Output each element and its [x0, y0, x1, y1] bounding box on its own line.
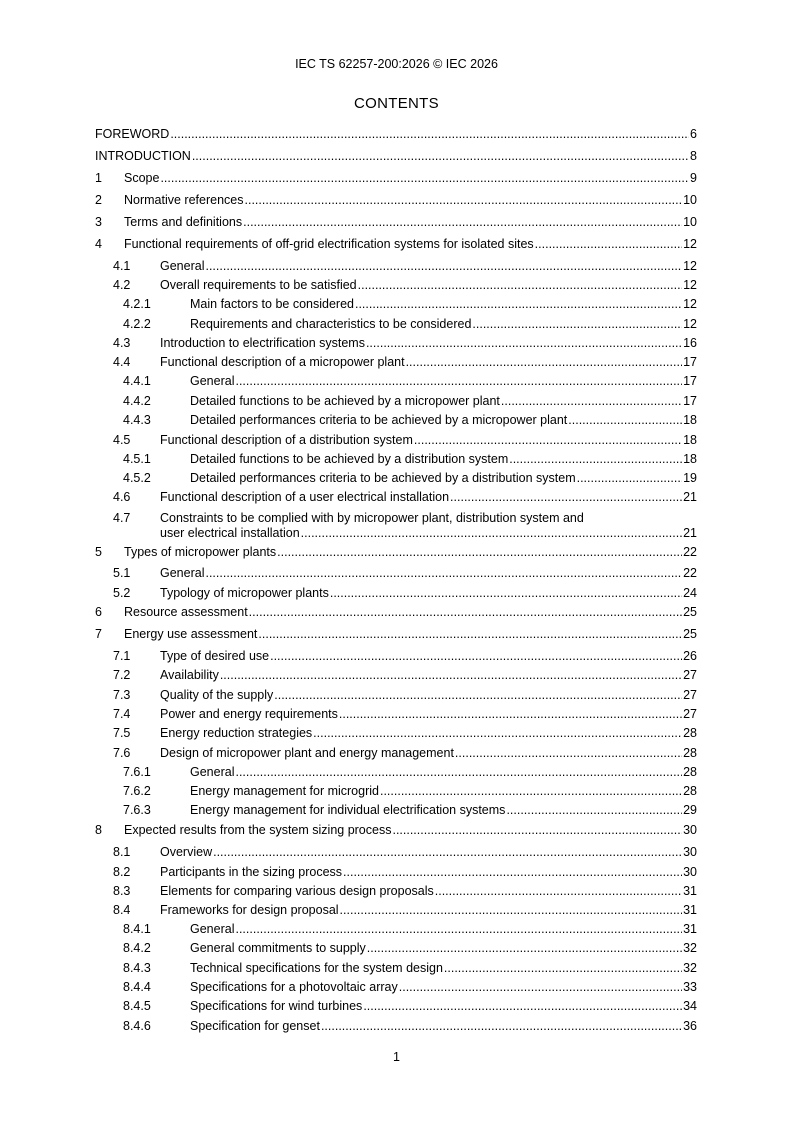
toc-entry-page: 30 — [683, 823, 697, 837]
toc-entry-page: 18 — [683, 433, 697, 447]
dot-leader — [339, 706, 682, 722]
toc-entry[interactable] — [0, 148, 793, 164]
dot-leader — [343, 864, 682, 880]
toc-entry-number: 7.6.1 — [123, 765, 151, 779]
dot-leader — [435, 883, 682, 899]
toc-entry-number: 7.6.2 — [123, 784, 151, 798]
toc-entry-number: 4.5 — [113, 433, 131, 447]
dot-leader — [220, 667, 682, 683]
dot-leader — [355, 296, 682, 312]
toc-entry[interactable] — [0, 648, 793, 664]
toc-entry-title: Detailed performances criteria to be achieved by a micropower plant — [190, 413, 568, 427]
toc-entry-number: 8.4.3 — [123, 961, 151, 975]
toc-entry-page: 27 — [683, 707, 697, 721]
toc-entry[interactable] — [0, 126, 793, 142]
dot-leader — [301, 525, 682, 541]
page-header: IEC TS 62257-200:2026 © IEC 2026 — [295, 57, 498, 71]
dot-leader — [235, 764, 682, 780]
toc-entry-title: Elements for comparing various design proposals — [160, 884, 434, 898]
toc-entry-page: 17 — [683, 374, 697, 388]
dot-leader — [535, 236, 682, 252]
toc-entry-title: Expected results from the system sizing process — [124, 823, 392, 837]
toc-entry-title: Functional description of a micropower plant — [160, 355, 405, 369]
toc-entry-number: 8.4.2 — [123, 941, 151, 955]
toc-entry-title-continued: user electrical installation — [160, 526, 300, 540]
toc-entry[interactable] — [0, 960, 793, 976]
toc-entry-number: 4.4.2 — [123, 394, 151, 408]
toc-entry-title: General — [190, 922, 235, 936]
toc-entry-number: 8.4.5 — [123, 999, 151, 1013]
toc-entry-number: 7.2 — [113, 668, 131, 682]
toc-entry-title: Energy use assessment — [124, 627, 258, 641]
toc-entry[interactable] — [0, 373, 793, 389]
toc-entry-title: Terms and definitions — [124, 215, 243, 229]
toc-entry-title: Main factors to be considered — [190, 297, 354, 311]
toc-entry-page: 36 — [683, 1019, 697, 1033]
toc-entry-page: 24 — [683, 586, 697, 600]
toc-entry-title: General — [160, 259, 205, 273]
toc-entry-title: INTRODUCTION — [95, 149, 191, 163]
dot-leader — [313, 725, 682, 741]
toc-entry-page: 12 — [683, 237, 697, 251]
dot-leader — [321, 1018, 682, 1034]
toc-entry-title: Scope — [124, 171, 160, 185]
toc-entry-page: 17 — [683, 394, 697, 408]
dot-leader — [235, 373, 682, 389]
toc-entry-page: 32 — [683, 961, 697, 975]
dot-leader — [277, 544, 682, 560]
toc-entry-page: 25 — [683, 627, 697, 641]
dot-leader — [399, 979, 682, 995]
toc-entry-page: 22 — [683, 545, 697, 559]
toc-entry-number: 5.1 — [113, 566, 131, 580]
toc-entry-page: 26 — [683, 649, 697, 663]
dot-leader — [568, 412, 682, 428]
toc-entry-title: Overview — [160, 845, 213, 859]
toc-entry-number: 6 — [95, 605, 102, 619]
toc-entry[interactable] — [0, 489, 793, 505]
toc-entry[interactable] — [0, 565, 793, 581]
toc-entry[interactable] — [0, 998, 793, 1014]
dot-leader — [213, 844, 682, 860]
toc-entry-number: 4.4 — [113, 355, 131, 369]
toc-entry-number: 8 — [95, 823, 102, 837]
toc-entry-title: Technical specifications for the system design — [190, 961, 443, 975]
toc-entry[interactable] — [0, 706, 793, 722]
toc-entry[interactable] — [0, 745, 793, 761]
toc-entry-page: 22 — [683, 566, 697, 580]
toc-entry[interactable] — [0, 236, 793, 252]
dot-leader — [577, 470, 682, 486]
toc-entry-page: 28 — [683, 784, 697, 798]
toc-entry-page: 12 — [683, 297, 697, 311]
toc-entry[interactable] — [0, 277, 793, 293]
toc-entry-title: Availability — [160, 668, 219, 682]
toc-entry[interactable] — [0, 626, 793, 642]
toc-entry-title: Requirements and characteristics to be considered — [190, 317, 472, 331]
toc-entry-title: Type of desired use — [160, 649, 270, 663]
toc-entry[interactable] — [0, 354, 793, 370]
toc-entry-title: Energy management for individual electrification systems — [190, 803, 506, 817]
toc-entry-page: 32 — [683, 941, 697, 955]
toc-entry-page: 6 — [690, 127, 697, 141]
toc-entry-title: Constraints to be complied with by micropower plant, distribution system and — [160, 511, 584, 525]
dot-leader — [406, 354, 683, 370]
dot-leader — [472, 316, 682, 332]
toc-entry-page: 12 — [683, 278, 697, 292]
toc-entry[interactable] — [0, 764, 793, 780]
toc-entry[interactable] — [0, 335, 793, 351]
toc-entry-number: 7.6 — [113, 746, 131, 760]
dot-leader — [509, 451, 682, 467]
toc-entry-page: 8 — [690, 149, 697, 163]
toc-entry-title: Normative references — [124, 193, 244, 207]
toc-entry-title: FOREWORD — [95, 127, 170, 141]
toc-entry[interactable] — [0, 979, 793, 995]
toc-entry-page: 27 — [683, 688, 697, 702]
toc-entry-number: 7.4 — [113, 707, 131, 721]
dot-leader — [444, 960, 682, 976]
toc-entry-title: Energy reduction strategies — [160, 726, 313, 740]
toc-entry-number: 7 — [95, 627, 102, 641]
toc-entry[interactable] — [0, 214, 793, 230]
toc-entry-page: 28 — [683, 746, 697, 760]
toc-entry[interactable] — [0, 258, 793, 274]
dot-leader — [170, 126, 689, 142]
dot-leader — [274, 687, 682, 703]
toc-entry-title: Types of micropower plants — [124, 545, 277, 559]
toc-entry[interactable] — [0, 822, 793, 838]
toc-entry-title: Power and energy requirements — [160, 707, 338, 721]
dot-leader — [205, 258, 682, 274]
toc-entry[interactable] — [0, 393, 793, 409]
toc-entry-number: 4.7 — [113, 511, 131, 525]
toc-entry-title: Resource assessment — [124, 605, 248, 619]
toc-entry-page: 30 — [683, 865, 697, 879]
toc-entry-number: 3 — [95, 215, 102, 229]
toc-entry-number: 8.1 — [113, 845, 131, 859]
toc-entry[interactable] — [0, 412, 793, 428]
toc-entry[interactable] — [0, 667, 793, 683]
dot-leader — [160, 170, 689, 186]
toc-entry[interactable] — [0, 192, 793, 208]
toc-entry-title: General — [160, 566, 205, 580]
toc-entry-title: Functional requirements of off-grid electrification systems for isolated sites — [124, 237, 534, 251]
toc-entry[interactable] — [0, 585, 793, 601]
dot-leader — [235, 921, 682, 937]
toc-entry-title: Detailed performances criteria to be achieved by a distribution system — [190, 471, 576, 485]
toc-entry-number: 4.5.1 — [123, 452, 151, 466]
dot-leader — [506, 802, 682, 818]
toc-entry-number: 7.6.3 — [123, 803, 151, 817]
toc-entry-number: 4.3 — [113, 336, 131, 350]
toc-entry-page: 31 — [683, 884, 697, 898]
dot-leader — [501, 393, 682, 409]
dot-leader — [392, 822, 682, 838]
toc-entry-title: Typology of micropower plants — [160, 586, 329, 600]
toc-entry[interactable] — [0, 940, 793, 956]
toc-entry-number: 8.2 — [113, 865, 131, 879]
dot-leader — [367, 940, 682, 956]
toc-entry-number: 4.5.2 — [123, 471, 151, 485]
toc-entry-title: Overall requirements to be satisfied — [160, 278, 357, 292]
toc-entry[interactable] — [0, 802, 793, 818]
dot-leader — [450, 489, 682, 505]
toc-entry-number: 8.4.4 — [123, 980, 151, 994]
toc-entry-page: 34 — [683, 999, 697, 1013]
dot-leader — [270, 648, 682, 664]
dot-leader — [205, 565, 682, 581]
toc-entry-number: 7.3 — [113, 688, 131, 702]
toc-entry[interactable] — [0, 783, 793, 799]
dot-leader — [340, 902, 683, 918]
dot-leader — [243, 214, 682, 230]
toc-entry-title: General — [190, 765, 235, 779]
toc-entry-page: 21 — [683, 490, 697, 504]
page-title: CONTENTS — [354, 95, 439, 112]
dot-leader — [249, 604, 682, 620]
toc-entry-page: 9 — [690, 171, 697, 185]
toc-entry-page: 28 — [683, 726, 697, 740]
toc-entry-number: 4.6 — [113, 490, 131, 504]
toc-entry-page: 12 — [683, 317, 697, 331]
toc-entry-page: 33 — [683, 980, 697, 994]
toc-entry-page: 30 — [683, 845, 697, 859]
toc-entry[interactable] — [0, 296, 793, 312]
toc-entry-number: 8.4.1 — [123, 922, 151, 936]
toc-entry-page: 18 — [683, 452, 697, 466]
toc-entry-page: 27 — [683, 668, 697, 682]
toc-entry-page: 21 — [683, 526, 697, 540]
toc-entry-number: 4.1 — [113, 259, 131, 273]
page-number: 1 — [393, 1050, 400, 1064]
toc-entry-number: 4.2 — [113, 278, 131, 292]
toc-entry-number: 5 — [95, 545, 102, 559]
toc-entry-title: Specifications for wind turbines — [190, 999, 363, 1013]
toc-entry-number: 8.4.6 — [123, 1019, 151, 1033]
toc-entry-number: 4.2.2 — [123, 317, 151, 331]
dot-leader — [245, 192, 683, 208]
dot-leader — [358, 277, 682, 293]
toc-entry[interactable] — [0, 687, 793, 703]
toc-entry-title: Frameworks for design proposal — [160, 903, 339, 917]
toc-entry[interactable] — [0, 170, 793, 186]
toc-entry-number: 4.4.1 — [123, 374, 151, 388]
toc-entry-title: Specification for genset — [190, 1019, 320, 1033]
toc-entry-number: 4.4.3 — [123, 413, 151, 427]
toc-entry-page: 28 — [683, 765, 697, 779]
toc-entry[interactable] — [0, 510, 793, 540]
toc-entry[interactable] — [0, 604, 793, 620]
toc-entry[interactable] — [0, 902, 793, 918]
toc-entry-title: Detailed functions to be achieved by a distribution system — [190, 452, 509, 466]
toc-entry-number: 8.4 — [113, 903, 131, 917]
toc-entry-title: Energy management for microgrid — [190, 784, 379, 798]
toc-entry[interactable] — [0, 844, 793, 860]
toc-entry-page: 12 — [683, 259, 697, 273]
toc-entry[interactable] — [0, 451, 793, 467]
toc-entry[interactable] — [0, 883, 793, 899]
toc-entry-number: 7.5 — [113, 726, 131, 740]
toc-entry-number: 2 — [95, 193, 102, 207]
dot-leader — [380, 783, 682, 799]
dot-leader — [366, 335, 682, 351]
dot-leader — [455, 745, 682, 761]
toc-entry-title: Quality of the supply — [160, 688, 274, 702]
toc-entry-title: Introduction to electrification systems — [160, 336, 365, 350]
toc-entry[interactable] — [0, 470, 793, 486]
toc-entry[interactable] — [0, 864, 793, 880]
toc-entry-page: 17 — [683, 355, 697, 369]
toc-entry-number: 4.2.1 — [123, 297, 151, 311]
toc-entry-page: 10 — [683, 193, 697, 207]
toc-entry-number: 5.2 — [113, 586, 131, 600]
toc-entry-title: General commitments to supply — [190, 941, 366, 955]
dot-leader — [192, 148, 689, 164]
toc-entry-number: 1 — [95, 171, 102, 185]
toc-entry[interactable] — [0, 316, 793, 332]
toc-entry-page: 16 — [683, 336, 697, 350]
toc-entry[interactable] — [0, 725, 793, 741]
toc-entry-page: 19 — [683, 471, 697, 485]
toc-entry[interactable] — [0, 544, 793, 560]
toc-entry-title: Design of micropower plant and energy management — [160, 746, 454, 760]
toc-entry-title: Functional description of a user electrical installation — [160, 490, 450, 504]
toc-entry-page: 29 — [683, 803, 697, 817]
dot-leader — [363, 998, 682, 1014]
toc-entry-title: General — [190, 374, 235, 388]
toc-entry-page: 31 — [683, 903, 697, 917]
dot-leader — [330, 585, 682, 601]
toc-entry-title: Functional description of a distribution system — [160, 433, 413, 447]
toc-entry-title: Participants in the sizing process — [160, 865, 343, 879]
toc-entry-title: Detailed functions to be achieved by a micropower plant — [190, 394, 500, 408]
toc-entry-page: 10 — [683, 215, 697, 229]
toc-entry[interactable] — [0, 921, 793, 937]
dot-leader — [258, 626, 682, 642]
toc-entry[interactable] — [0, 432, 793, 448]
toc-entry[interactable] — [0, 1018, 793, 1034]
toc-entry-number: 4 — [95, 237, 102, 251]
toc-entry-number: 8.3 — [113, 884, 131, 898]
toc-entry-page: 31 — [683, 922, 697, 936]
toc-entry-number: 7.1 — [113, 649, 131, 663]
toc-entry-title: Specifications for a photovoltaic array — [190, 980, 398, 994]
toc-entry-page: 18 — [683, 413, 697, 427]
dot-leader — [414, 432, 682, 448]
toc-entry-page: 25 — [683, 605, 697, 619]
